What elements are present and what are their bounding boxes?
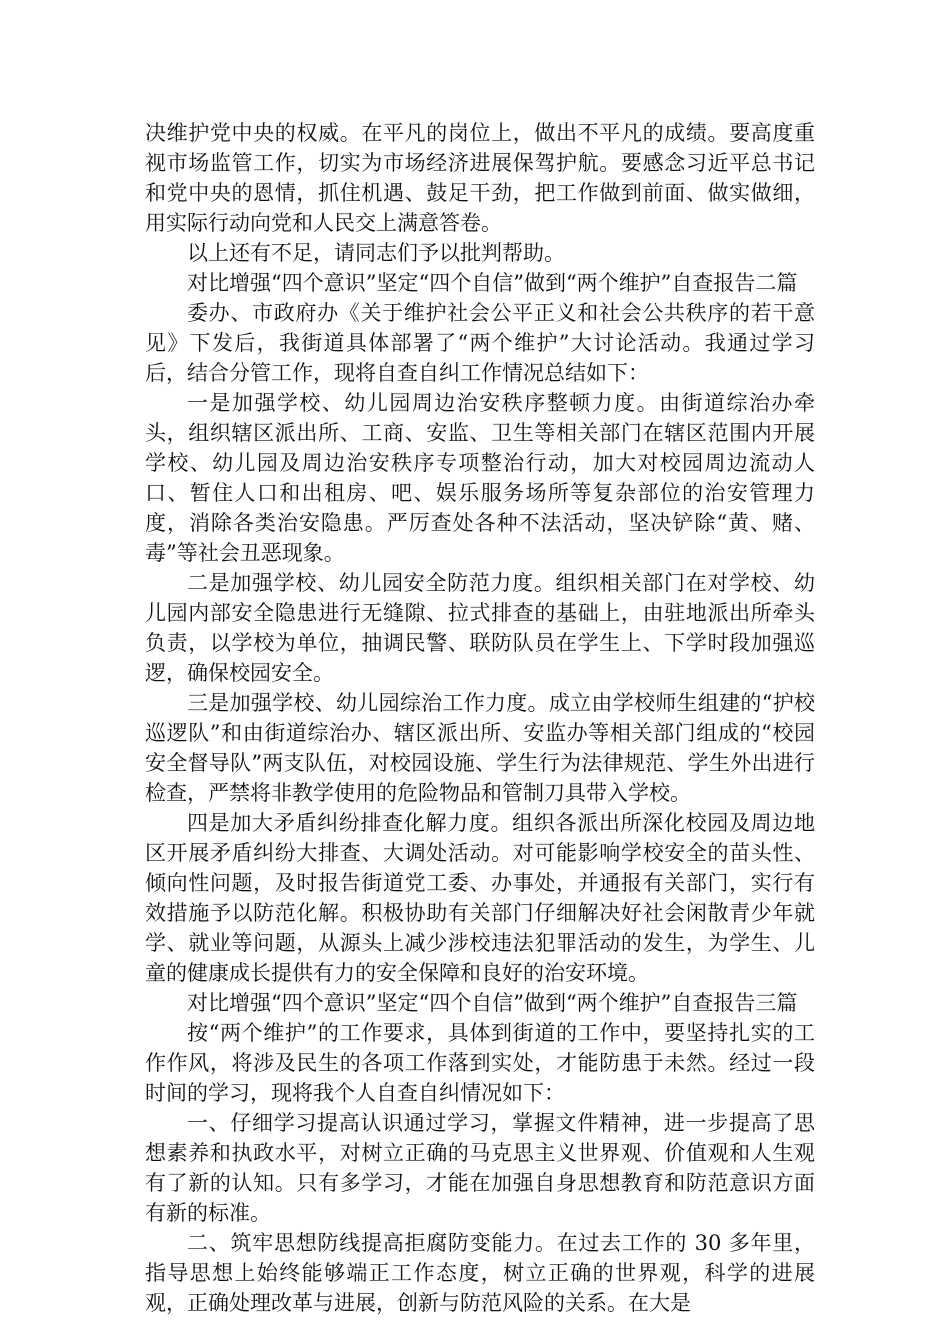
paragraph-4: 一是加强学校、幼儿园周边治安秩序整顿力度。由街道综治办牵头，组织辖区派出所、工商、安监、卫生等相关部门在辖区范围内开展学校、幼儿园及周边治安秩序专项整治行动，加大对校园周边流动人口、暂住人口和出租房、吧、娱乐服务场所等复杂部位的治安管理力度，消除各类治安隐患。严厉查处各种不法活动，坚决铲除“黄、赌、毒”等社会丑恶现象。 [145, 391, 815, 565]
paragraph-8: 按“两个维护”的工作要求，具体到街道的工作中，要坚持扎实的工作作风，将涉及民生的各项工作落到实处，才能防患于未然。经过一段时间的学习，现将我个人自查自纠情况如下： [145, 1021, 815, 1105]
paragraph-2: 以上还有不足，请同志们予以批判帮助。 [187, 241, 565, 265]
section-heading-2: 对比增强“四个意识”坚定“四个自信”做到“两个维护”自查报告二篇 [187, 271, 798, 295]
document-page [145, 118, 815, 1318]
paragraph-7: 四是加大矛盾纠纷排查化解力度。组织各派出所深化校园及周边地区开展矛盾纠纷大排查、大调处活动。对可能影响学校安全的苗头性、倾向性问题，及时报告街道党工委、办事处，并通报有关部门，实行有效措施予以防范化解。积极协助有关部门仔细解决好社会闲散青少年就学、就业等问题，从源头上减少涉校违法犯罪活动的发生，为学生、儿童的健康成长提供有力的安全保障和良好的治安环境。 [145, 811, 815, 985]
paragraph-6: 三是加强学校、幼儿园综治工作力度。成立由学校师生组建的“护校巡逻队”和由街道综治办、辖区派出所、安监办等相关部门组成的“校园安全督导队”两支队伍，对校园设施、学生行为法律规范、学生外出进行检查，严禁将非教学使用的危险物品和管制刀具带入学校。 [145, 691, 815, 805]
section-heading-3: 对比增强“四个意识”坚定“四个自信”做到“两个维护”自查报告三篇 [187, 991, 798, 1015]
paragraph-3: 委办、市政府办《关于维护社会公平正义和社会公共秩序的若干意见》下发后，我街道具体部署了“两个维护”大讨论活动。我通过学习后，结合分管工作，现将自查自纠工作情况总结如下： [145, 301, 815, 385]
paragraph-10: 二、筑牢思想防线提高拒腐防变能力。在过去工作的 30 多年里，指导思想上始终能够端正工作态度，树立正确的世界观，科学的进展观，正确处理改革与进展，创新与防范风险的关系。在大是 [145, 1231, 815, 1315]
paragraph-5: 二是加强学校、幼儿园安全防范力度。组织相关部门在对学校、幼儿园内部安全隐患进行无缝隙、拉式排查的基础上，由驻地派出所牵头负责，以学校为单位，抽调民警、联防队员在学生上、下学时段加强巡逻，确保校园安全。 [145, 571, 815, 685]
paragraph-1: 决维护党中央的权威。在平凡的岗位上，做出不平凡的成绩。要高度重视市场监管工作，切实为市场经济进展保驾护航。要感念习近平总书记和党中央的恩情，抓住机遇、鼓足干劲，把工作做到前面、做实做细，用实际行动向党和人民交上满意答卷。 [145, 121, 815, 235]
paragraph-9: 一、仔细学习提高认识通过学习，掌握文件精神，进一步提高了思想素养和执政水平，对树立正确的马克思主义世界观、价值观和人生观有了新的认知。只有多学习，才能在加强自身思想教育和防范意识方面有新的标准。 [145, 1111, 815, 1225]
